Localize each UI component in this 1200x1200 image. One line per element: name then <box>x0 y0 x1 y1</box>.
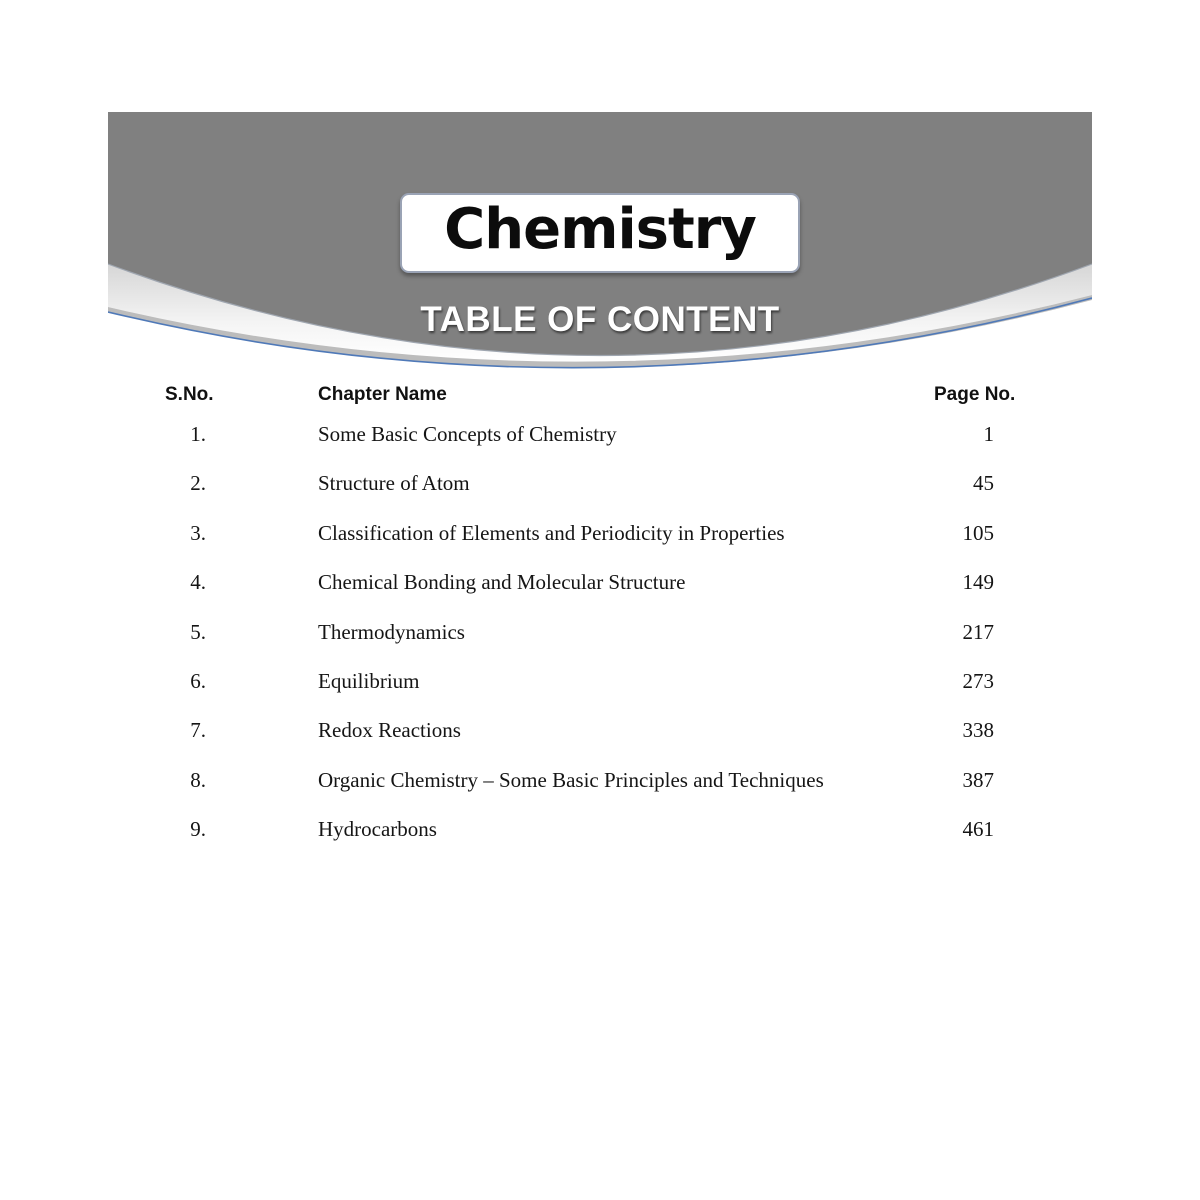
toc-row <box>0 566 1200 615</box>
toc-page-number: 338 <box>962 718 994 743</box>
toc-sno: 3. <box>190 520 206 545</box>
toc-chapter-title: Structure of Atom <box>318 471 470 496</box>
toc-chapter-title: Redox Reactions <box>318 718 461 743</box>
toc-page-number: 387 <box>962 767 994 792</box>
toc-row <box>0 665 1200 714</box>
toc-chapter-title: Classification of Elements and Periodicity in Properties <box>318 520 785 545</box>
column-header-page: Page No. <box>934 384 1016 405</box>
toc-row <box>0 714 1200 763</box>
toc-row <box>0 813 1200 862</box>
page-title: Chemistry <box>444 197 756 262</box>
toc-chapter-title: Chemical Bonding and Molecular Structure <box>318 570 686 595</box>
toc-sno: 1. <box>190 422 206 446</box>
column-header-chapter: Chapter Name <box>318 384 447 405</box>
toc-page-number: 45 <box>973 471 994 496</box>
toc-sno: 8. <box>190 767 206 792</box>
toc-page-number: 273 <box>962 668 994 693</box>
toc-page-number: 217 <box>962 619 994 644</box>
toc-chapter-title: Some Basic Concepts of Chemistry <box>318 422 617 446</box>
toc-row <box>0 418 1200 467</box>
toc-row <box>0 764 1200 813</box>
toc-sno: 6. <box>190 668 206 693</box>
toc-page-number: 105 <box>962 520 994 545</box>
toc-sno: 5. <box>190 619 206 644</box>
toc-sno: 9. <box>190 817 206 842</box>
toc-sno: 2. <box>190 471 206 496</box>
toc-chapter-title: Organic Chemistry – Some Basic Principles and Techniques <box>318 767 824 792</box>
toc-list <box>0 418 1200 863</box>
toc-page-number: 1 <box>983 422 994 446</box>
toc-sno: 7. <box>190 718 206 743</box>
toc-row <box>0 467 1200 516</box>
toc-chapter-title: Hydrocarbons <box>318 817 437 842</box>
toc-row <box>0 616 1200 665</box>
column-header-sno: S.No. <box>165 384 214 405</box>
toc-sno: 4. <box>190 570 206 595</box>
toc-chapter-title: Thermodynamics <box>318 619 465 644</box>
toc-chapter-title: Equilibrium <box>318 668 420 693</box>
toc-page-number: 149 <box>962 570 994 595</box>
title-box <box>400 193 800 273</box>
toc-page-number: 461 <box>962 817 994 842</box>
toc-row <box>0 517 1200 566</box>
page-subtitle: TABLE OF CONTENT <box>420 300 780 339</box>
